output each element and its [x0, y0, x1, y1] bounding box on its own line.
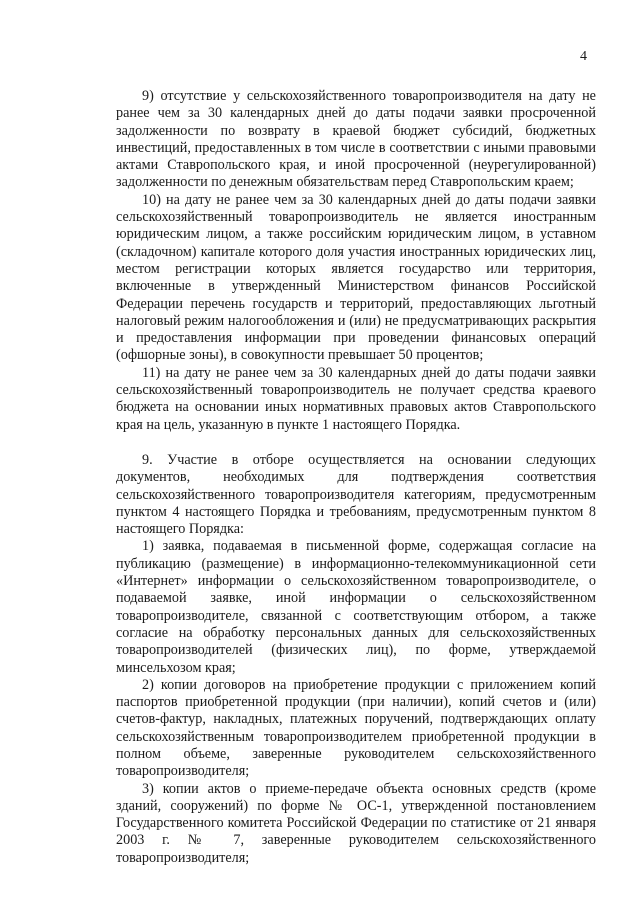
paragraph-doc-3: 3) копии актов о приеме-передаче объекта основных средств (кроме зданий, сооружений) по форме № ОС-1, утвержденной постановлением Государственного комитета Российской Федерации по статистике от 21 января 2003 г. № 7, заверенные руководителем сельскохозяйственного товаропроизводителя; [116, 780, 596, 866]
paragraph-item-10: 10) на дату не ранее чем за 30 календарных дней до даты подачи заявки сельскохозяйственный товаропроизводитель не является иностранным юридическим лицом, а также российским юридическим лицом, в уставном (складочном) капитале которого доля участия иностранных юридических лиц, местом регистрации которых является государство или территория, включенные в утвержденный Министерством финансов Российской Федерации перечень государств и территорий, предоставляющих льготный налоговый режим налогообложения и (или) не предусматривающих раскрытия и предоставления информации при проведении финансовых операций (офшорные зоны), в совокупности превышает 50 процентов; [116, 191, 596, 364]
paragraph-section-9: 9. Участие в отборе осуществляется на основании следующих документов, необходимых для подтверждения соответствия сельскохозяйственного товаропроизводителя категориям, предусмотренным пунктом 4 настоящего Порядка и требованиям, предусмотренным пунктом 8 настоящего Порядка: [116, 451, 596, 538]
paragraph-doc-2: 2) копии договоров на приобретение продукции с приложением копий паспортов приобретенной продукции (при наличии), копий счетов и (или) счетов-фактур, накладных, платежных поручений, подтверждающих оплату сельскохозяйственным товаропроизводителем приобретенной продукции в полном объеме, заверенные руководителем сельскохозяйственного товаропроизводителя; [116, 676, 596, 780]
paragraph-doc-1: 1) заявка, подаваемая в письменной форме, содержащая согласие на публикацию (размещение) в информационно-телекоммуникационной сети «Интернет» информации о сельскохозяйственном товаропроизводителе, о подаваемой заявке, иной информации о сельскохозяйственном товаропроизводителе, связанной с соответствующим отбором, а также согласие на обработку персональных данных для сельскохозяйственных товаропроизводителей (физических лиц), по форме, утверждаемой минсельхозом края; [116, 538, 596, 676]
page-number: 4 [580, 49, 587, 64]
paragraph-item-9: 9) отсутствие у сельскохозяйственного товаропроизводителя на дату не ранее чем за 30 календарных дней до даты подачи заявки просроченной задолженности по возврату в краевой бюджет субсидий, бюджетных инвестиций, предоставленных в том числе в соответствии с иными правовыми актами Ставропольского края, и иной просроченной (неурегулированной) задолженности по денежным обязательствам перед Ставропольским краем; [116, 88, 596, 191]
paragraph-item-11: 11) на дату не ранее чем за 30 календарных дней до даты подачи заявки сельскохозяйственный товаропроизводитель не получает средства краевого бюджета на основании иных нормативных правовых актов Ставропольского края на цель, указанную в пункте 1 настоящего Порядка. [116, 364, 596, 433]
document-body [116, 88, 596, 867]
